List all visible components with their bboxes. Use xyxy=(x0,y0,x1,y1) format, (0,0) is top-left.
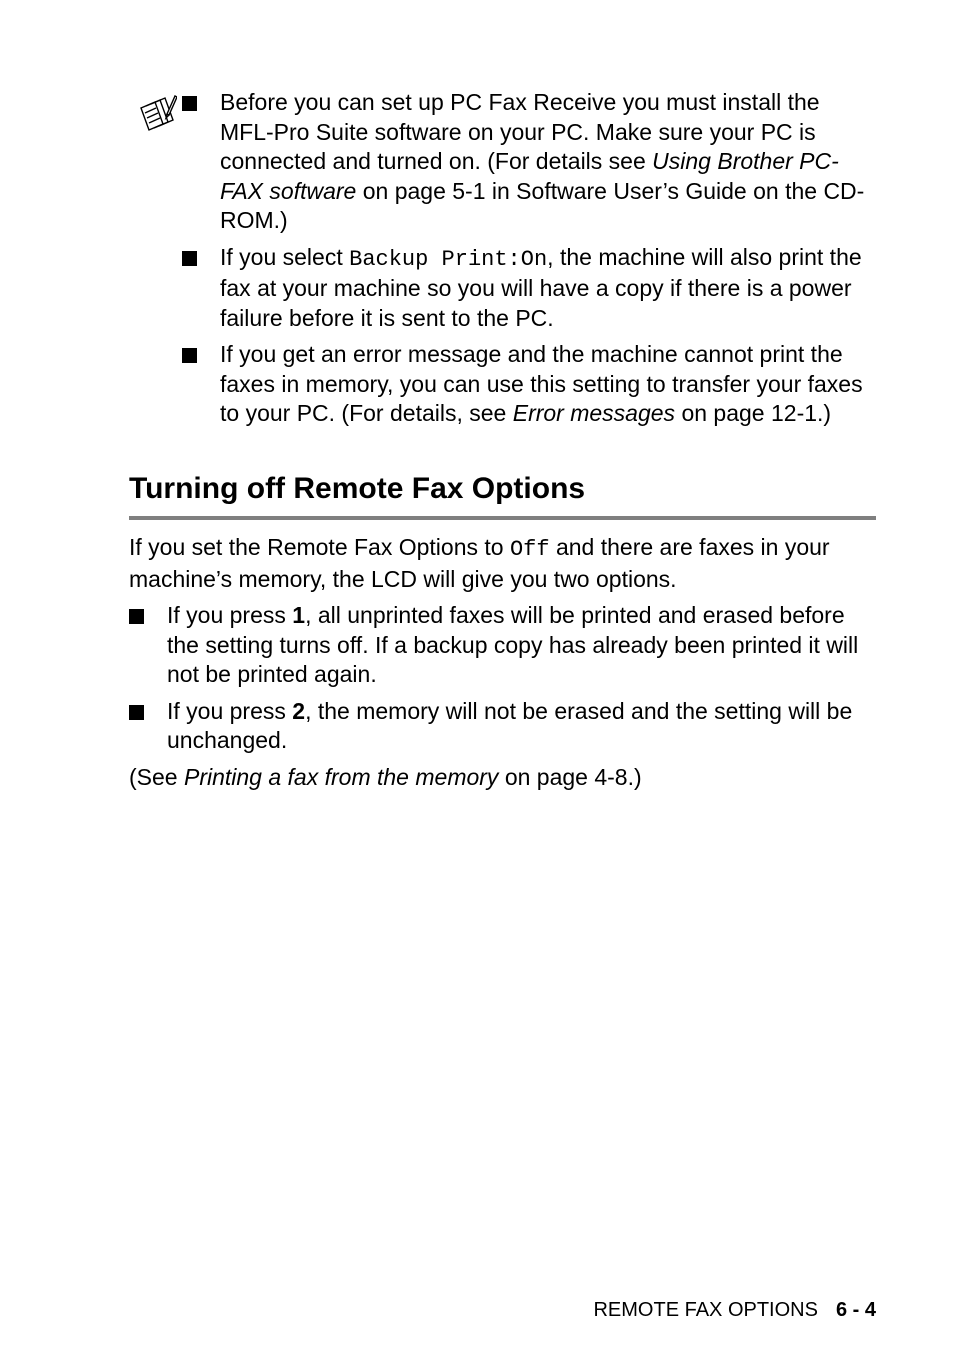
square-bullet-icon xyxy=(182,96,197,111)
option-item xyxy=(129,697,877,756)
option-item xyxy=(129,601,877,690)
text: If you press xyxy=(167,602,293,628)
reference-title: Printing a fax from the memory xyxy=(183,763,499,790)
note-pencil-icon xyxy=(137,94,177,132)
text: If you press xyxy=(167,697,293,724)
note-list xyxy=(182,88,877,436)
note-item xyxy=(182,340,877,429)
text: Before you can set up PC Fax Receive you must install the MFL-Pro Suite software on your PC. Make sure your PC is connected and turned on. (For details see xyxy=(220,89,820,174)
text: If you set the Remote Fax Options to xyxy=(129,534,510,560)
text: If you select xyxy=(220,243,350,270)
lcd-setting: Off xyxy=(509,537,550,562)
text: on page 5-1 in Software User’s Guide on the CD-ROM.) xyxy=(220,177,865,233)
lcd-setting: Backup Print:On xyxy=(349,246,548,272)
square-bullet-icon xyxy=(182,348,197,363)
key-label: 1 xyxy=(292,602,306,628)
chapter-title: REMOTE FAX OPTIONS xyxy=(593,1299,818,1321)
intro-paragraph xyxy=(129,533,877,594)
page-footer xyxy=(593,1299,876,1322)
square-bullet-icon xyxy=(182,251,197,266)
heading-rule xyxy=(129,516,876,520)
text: (See xyxy=(129,763,184,790)
key-label: 2 xyxy=(292,697,306,724)
note-item xyxy=(182,243,877,334)
section-body xyxy=(129,533,877,799)
text: , the memory will not be erased and the setting will be unchanged. xyxy=(167,697,853,753)
text: , the machine will also print the fax at your machine so you will have a copy if there is a power failure before it is sent to the PC. xyxy=(220,243,862,331)
page-number: 6 - 4 xyxy=(835,1299,876,1321)
note-item xyxy=(182,88,877,236)
square-bullet-icon xyxy=(129,609,144,624)
section-heading: Turning off Remote Fax Options xyxy=(129,472,586,505)
text: If you get an error message and the machine cannot print the faxes in memory, you can use this setting to transfer your faxes to your PC. (For details, see xyxy=(220,341,863,426)
reference-title: Using Brother PC-FAX software xyxy=(220,148,839,204)
text: , all unprinted faxes will be printed and erased before the setting turns off. If a backup copy has already been printed it will not be printed again. xyxy=(167,602,859,687)
text: and there are faxes in your machine’s memory, the LCD will give you two options. xyxy=(129,534,830,592)
see-also xyxy=(129,763,877,793)
square-bullet-icon xyxy=(129,705,144,720)
text: on page 4-8.) xyxy=(498,763,642,790)
reference-title: Error messages xyxy=(512,400,676,426)
text: on page 12-1.) xyxy=(675,400,832,426)
